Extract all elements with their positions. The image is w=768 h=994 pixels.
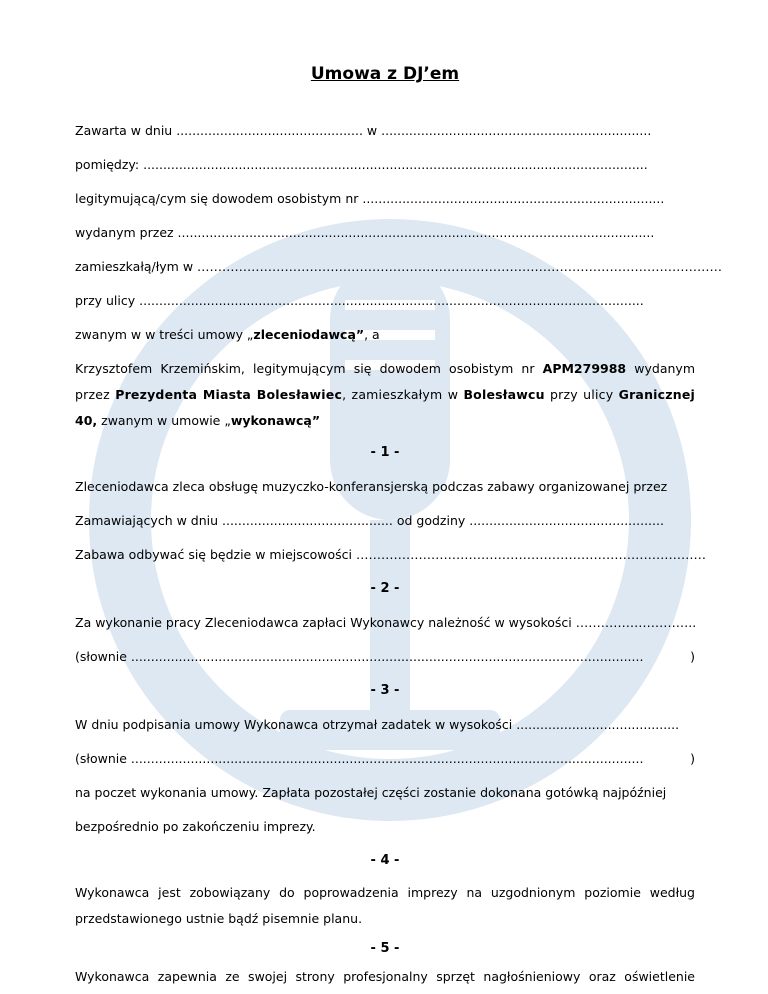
contractor-line-1: Krzysztofem Krzemińskim, legitymującym się dowodem osobistym nr APM279988 wydanym <box>75 361 696 376</box>
paragraph-5-heading: - 5 - <box>370 941 400 956</box>
issued-by-line: wydanym przez ........................................................................................................................ <box>75 225 655 240</box>
residence-line: zamieszkałą/łym w ……………………………………………………………………………………………………………… <box>75 259 723 274</box>
clause-3-line-1: W dniu podpisania umowy Wykonawca otrzymał zadatek w wysokości ......................................... <box>75 717 680 732</box>
clause-1-line-1: Zleceniodawca zleca obsługę muzyczko-konferansjerską podczas zabawy organizowanej przez <box>75 479 668 494</box>
clause-4-line-1: Wykonawca jest zobowiązany do poprowadzenia imprezy na uzgodnionym poziomie według <box>75 885 695 900</box>
between-line: pomiędzy: ............................................................................................................................... <box>75 157 648 172</box>
street-line: przy ulicy ............................................................................................................................... <box>75 293 644 308</box>
clause-3-line-3: na poczet wykonania umowy. Zapłata pozostałej części zostanie dokonana gotówką najpóźniej <box>75 785 667 800</box>
clause-2-line-1: Za wykonanie pracy Zleceniodawca zapłaci Wykonawcy należność w wysokości ……………………….. <box>75 615 697 630</box>
document-title: Umowa z DJ’em <box>310 64 460 84</box>
id-line: legitymującą/cym się dowodem osobistym nr ............................................................................ <box>75 191 665 206</box>
contractor-line-3: 40, zwanym w umowie „wykonawcą” <box>75 413 321 428</box>
clause-3-line-2: (słownie ................................................................................................................................. ) <box>75 751 695 766</box>
contractor-line-2: przez Prezydenta Miasta Bolesławiec, zamieszkałym w Bolesławcu przy ulicy Granicznej <box>75 387 695 402</box>
clause-1-line-2: Zamawiających w dniu ........................................... od godziny ................................................. <box>75 513 664 528</box>
paragraph-3-heading: - 3 - <box>370 683 400 698</box>
clause-3-line-4: bezpośrednio po zakończeniu imprezy. <box>75 819 316 834</box>
clause-5-line-1: Wykonawca zapewnia ze swojej strony profesjonalny sprzęt nagłośnieniowy oraz oświetlenie <box>75 969 695 984</box>
paragraph-2-heading: - 2 - <box>370 581 400 596</box>
clause-1-line-3: Zabawa odbywać się będzie w miejscowości ………………………………………………………………………… <box>75 547 706 562</box>
client-designation-line: zwanym w w treści umowy „zleceniodawcą”, a <box>75 327 380 342</box>
clause-4-line-2: przedstawionego ustnie bądź pisemnie planu. <box>75 911 363 926</box>
clause-2-line-2: (słownie ................................................................................................................................. ) <box>75 649 695 664</box>
date-place-line: Zawarta w dniu ............................................... w .................................................................... <box>75 123 652 138</box>
paragraph-1-heading: - 1 - <box>370 445 400 460</box>
paragraph-4-heading: - 4 - <box>370 853 400 868</box>
